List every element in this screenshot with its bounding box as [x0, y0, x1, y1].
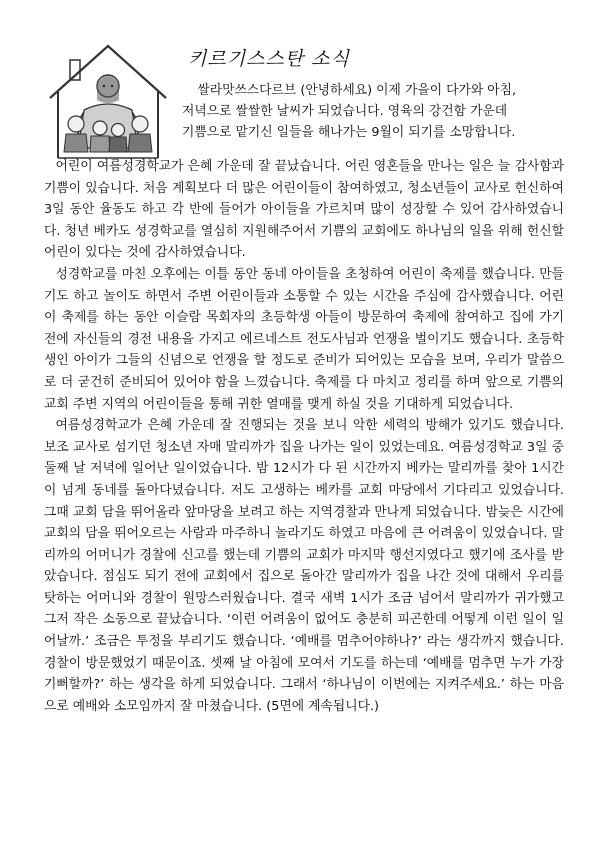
jesus-with-children-icon — [44, 40, 172, 162]
paragraph-incident: 여름성경학교가 은혜 가운데 잘 진행되는 것을 보니 악한 세력의 방해가 있기도 했습니다. 보조 교사로 섬기던 청소년 자매 말리까가 집을 나가는 일이 있었는데요. 여름성경학교 3일 중 둘째 날 저녁에 일어난 일이었습니다. 밤 12시가 다 된 시간까지 베카는 말리까를 찾아 1시간이 넘게 동네를 돌아다녔습니다. 저도 고생하는 베카를 교회 마당에서 기다리고 있었습니다. 그때 교회 담을 뛰어올라 앞마당을 보려고 하는 지역경찰과 만나게 되었습니다. 밤늦은 시간에 교회의 담을 뛰어오르는 사람과 마주하니 놀라기도 하였고 마음에 큰 어려움이 있었습니다. 말리까의 어머니가 경찰에 신고를 했는데 기쁨의 교회가 마지막 행선지였다고 했기에 조사를 받았습니다. 점심도 되기 전에 교회에서 집으로 돌아간 말리까가 집을 나간 것에 대해서 우리를 탓하는 어머니와 경찰이 원망스러웠습니다. 결국 새벽 1시가 조금 넘어서 말리까가 귀가했고 그저 작은 소동으로 끝났습니다. ‘이런 어려움이 없어도 충분히 피곤한데 어떻게 이런 일이 일어날까.’ 조금은 투정을 부리기도 했습니다. ‘예배를 멈추어야하나?’ 라는 생각까지 했습니다. 경찰이 방문했었기 때문이죠. 셋째 날 아침에 모여서 기도를 하는데 ‘예배를 멈추면 누가 가장 기뻐할까?’ 하는 생각을 하게 되었습니다. 그래서 ‘하나님이 이번에는 지켜주세요.’ 하는 마음으로 예배와 소모임까지 잘 마쳤습니다. (5면에 계속됩니다.) — [44, 418, 564, 714]
article-body — [44, 156, 564, 717]
intro-line: 쌀라맛쓰스다르브 (안녕하세요) 이제 가을이 다가와 아침, — [197, 83, 517, 98]
intro-greeting — [182, 80, 562, 143]
intro-line: 기쁨으로 맡기신 일들을 해나가는 9월이 되기를 소망합니다. — [182, 125, 516, 140]
paragraph-vbs: 어린이 여름성경학교가 은혜 가운데 잘 끝났습니다. 어린 영혼들을 만나는 일은 늘 감사함과 기쁨이 있습니다. 처음 계획보다 더 많은 어린이들이 참여하였고, 청소년들이 교사로 헌신하여 3일 동안 율동도 하고 각 반에 들어가 아이들을 가르치며 많이 성장할 수 있어 감사하였습니다. 청년 베카도 성경학교를 열심히 지원해주어서 기쁨의 교회에도 하나님의 일을 위해 헌신할 어린이 있다는 것에 감사하였습니다. — [44, 159, 564, 261]
page-title: 키르기스스탄 소식 — [188, 48, 350, 70]
paragraph-festival: 성경학교를 마친 오후에는 이틀 동안 동네 아이들을 초청하여 어린이 축제를 했습니다. 만들기도 하고 놀이도 하면서 주변 어린이들과 소통할 수 있는 시간을 주심에 감사했습니다. 어린이 축제를 하는 동안 이슬람 목회자의 초등학생 아들이 방문하여 축제에 참여하고 집에 가기 전에 자신들의 경전 내용을 가지고 에르네스트 전도사님과 언쟁을 벌이기도 했습니다. 초등학생인 아이가 그들의 신념으로 언쟁을 할 정도로 준비가 되어있는 모습을 보며, 우리가 말씀으로 더 굳건히 준비되어 있어야 함을 느꼈습니다. 축제를 다 마치고 정리를 하며 앞으로 기쁨의 교회 주변 지역의 어린이들을 통해 귀한 열매를 맺게 하실 것을 기대하게 되었습니다. — [44, 266, 564, 412]
intro-line: 저녁으로 쌀쌀한 날씨가 되었습니다. 영육의 강건함 가운데 — [182, 104, 508, 119]
